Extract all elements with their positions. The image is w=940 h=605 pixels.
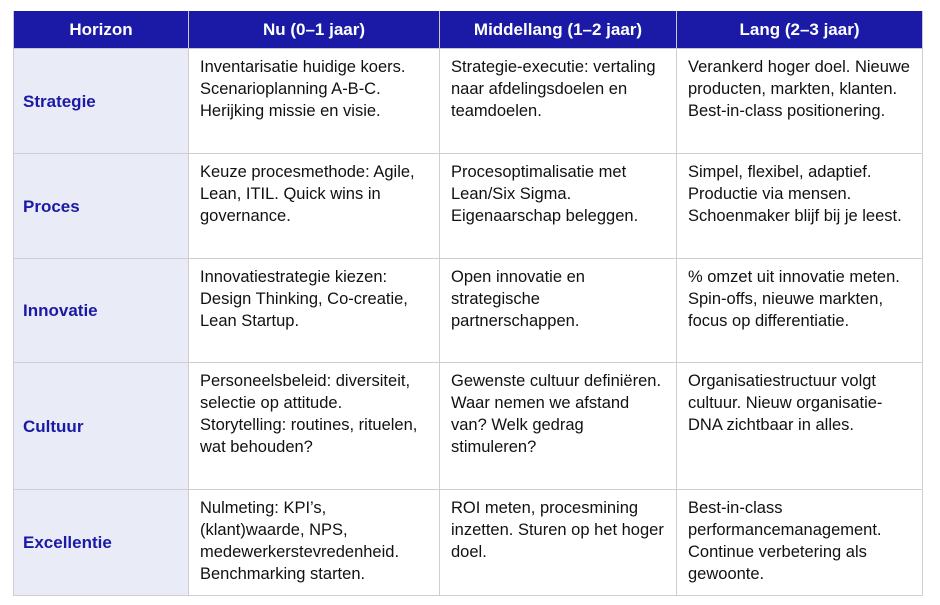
cell-innovatie-mid: Open innovatie en strategische partnerschappen.	[440, 259, 677, 363]
cell-cultuur-now: Personeelsbeleid: diversiteit, selectie op attitude. Storytelling: routines, rituelen, wat behouden?	[189, 363, 440, 490]
row-label-excellentie: Excellentie	[14, 490, 189, 596]
cell-proces-long: Simpel, flexibel, adaptief. Productie via mensen. Schoenmaker blijf bij je leest.	[677, 154, 923, 259]
table-row-proces	[14, 154, 923, 259]
cell-strategie-now: Inventarisatie huidige koers. Scenarioplanning A-B-C. Herijking missie en visie.	[189, 49, 440, 154]
header-horizon: Horizon	[14, 11, 189, 49]
table-row-strategie	[14, 49, 923, 154]
cell-excellentie-long: Best-in-class performancemanagement. Continue verbetering als gewoonte.	[677, 490, 923, 596]
header-mid: Middellang (1–2 jaar)	[440, 11, 677, 49]
cell-strategie-mid: Strategie-executie: vertaling naar afdelingsdoelen en teamdoelen.	[440, 49, 677, 154]
cell-strategie-long: Verankerd hoger doel. Nieuwe producten, markten, klanten. Best-in-class positionering.	[677, 49, 923, 154]
cell-excellentie-now: Nulmeting: KPI’s, (klant)waarde, NPS, medewerkerstevredenheid. Benchmarking starten.	[189, 490, 440, 596]
header-long: Lang (2–3 jaar)	[677, 11, 923, 49]
header-now: Nu (0–1 jaar)	[189, 11, 440, 49]
table-row-cultuur	[14, 363, 923, 490]
roadmap-table	[13, 11, 923, 596]
cell-innovatie-long: % omzet uit innovatie meten. Spin-offs, nieuwe markten, focus op differentiatie.	[677, 259, 923, 363]
cell-excellentie-mid: ROI meten, procesmining inzetten. Sturen op het hoger doel.	[440, 490, 677, 596]
row-label-strategie: Strategie	[14, 49, 189, 154]
cell-cultuur-mid: Gewenste cultuur definiëren. Waar nemen we afstand van? Welk gedrag stimuleren?	[440, 363, 677, 490]
cell-proces-mid: Procesoptimalisatie met Lean/Six Sigma. Eigenaarschap beleggen.	[440, 154, 677, 259]
row-label-proces: Proces	[14, 154, 189, 259]
row-label-innovatie: Innovatie	[14, 259, 189, 363]
cell-proces-now: Keuze procesmethode: Agile, Lean, ITIL. Quick wins in governance.	[189, 154, 440, 259]
row-label-cultuur: Cultuur	[14, 363, 189, 490]
table-row-innovatie	[14, 259, 923, 363]
table-row-excellentie	[14, 490, 923, 596]
cell-innovatie-now: Innovatiestrategie kiezen: Design Thinking, Co-creatie, Lean Startup.	[189, 259, 440, 363]
header-row	[14, 11, 923, 49]
cell-cultuur-long: Organisatiestructuur volgt cultuur. Nieuw organisatie-DNA zichtbaar in alles.	[677, 363, 923, 490]
